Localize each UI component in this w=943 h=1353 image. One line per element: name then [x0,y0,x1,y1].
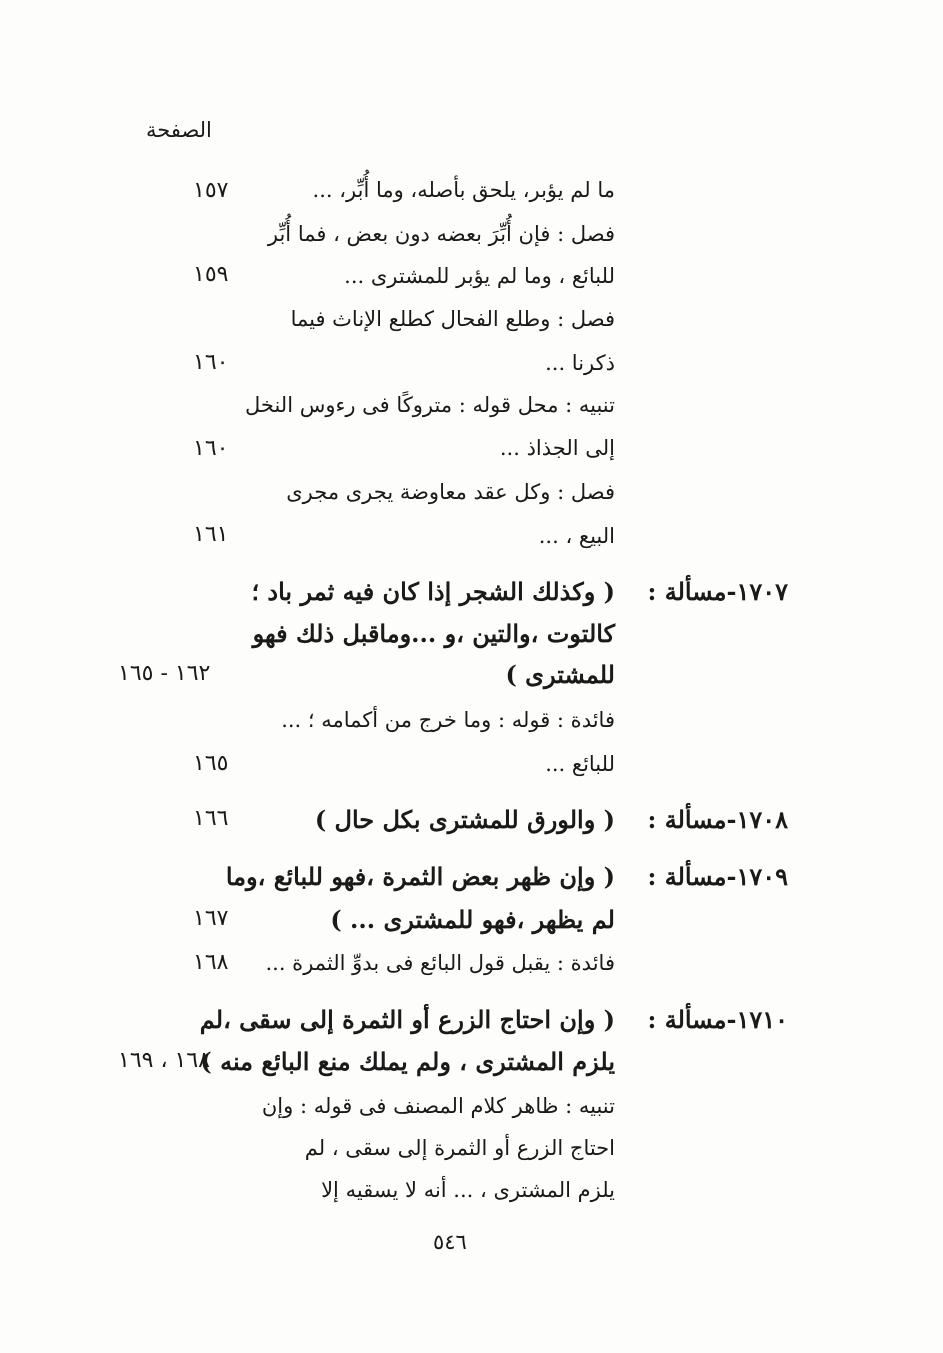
page-ref: ١٥٧ [193,178,229,203]
issue-text-line: ( وإن احتاج الزرع أو الثمرة إلى سقى ،لم [199,1005,615,1034]
page-ref: ١٥٩ [193,262,229,287]
issue-text-line: ( وكذلك الشجر إذا كان فيه ثمر باد ؛ [251,577,615,606]
index-line: للبائع ، وما لم يؤبر للمشترى ... [344,264,615,288]
index-line: ذكرنا ... [545,351,615,375]
issue-text-line: ( والورق للمشترى بكل حال ) [314,805,615,834]
issue-number: ١٧٠٩-مسألة : [647,862,788,891]
issue-number: ١٧٠٧-مسألة : [647,577,788,606]
page-ref: ١٦٨ [193,950,229,975]
issue-text-line: يلزم المشترى ، ولم يملك منع البائع منه ) [200,1047,615,1076]
index-line: احتاج الزرع أو الثمرة إلى سقى ، لم [304,1136,615,1160]
index-line: تنبيه : ظاهر كلام المصنف فى قوله : وإن [261,1094,615,1118]
index-line: للبائع ... [545,752,615,776]
index-line: ما لم يؤبر، يلحق بأصله، وما أُبِّر، ... [312,178,615,202]
page-ref: ١٦١ [193,522,229,547]
index-line: تنبيه : محل قوله : متروكًا فى رءوس النخل [245,393,615,417]
page-number: ٥٤٦ [433,1230,467,1254]
page-column-header: الصفحة [146,118,212,142]
page-ref: ١٦٨ ، ١٦٩ [118,1048,210,1073]
index-line: إلى الجذاذ ... [499,436,615,460]
index-line: البيع ، ... [538,524,615,548]
issue-text-line: لم يظهر ،فهو للمشترى ... ) [330,905,615,934]
issue-number: ١٧١٠-مسألة : [647,1005,788,1034]
issue-text-line: ( وإن ظهر بعض الثمرة ،فهو للبائع ،وما [225,862,615,891]
page-ref: ١٦٧ [193,906,229,931]
index-line: فصل : فإن أُبِّرَ بعضه دون بعض ، فما أُبِّر [267,222,615,246]
issue-text-line: كالتوت ،والتين ،و ...وماقبل ذلك فهو [252,619,615,648]
page-ref: ١٦٠ [193,350,229,375]
index-line: فائدة : قوله : وما خرج من أكمامه ؛ ... [281,708,615,732]
issue-number: ١٧٠٨-مسألة : [647,805,788,834]
page-ref: ١٦٥ [193,751,229,776]
index-line: فصل : وكل عقد معاوضة يجرى مجرى [286,480,615,504]
index-line: فصل : وطلع الفحال كطلع الإناث فيما [290,307,615,331]
index-line: يلزم المشترى ، ... أنه لا يسقيه إلا [321,1178,615,1202]
page-ref: ١٦٦ [193,806,229,831]
issue-text-line: للمشترى ) [505,660,615,689]
page-ref: ١٦٢ - ١٦٥ [118,661,211,686]
index-line: فائدة : يقبل قول البائع فى بدوِّ الثمرة ... [265,951,615,975]
page-ref: ١٦٠ [193,436,229,461]
